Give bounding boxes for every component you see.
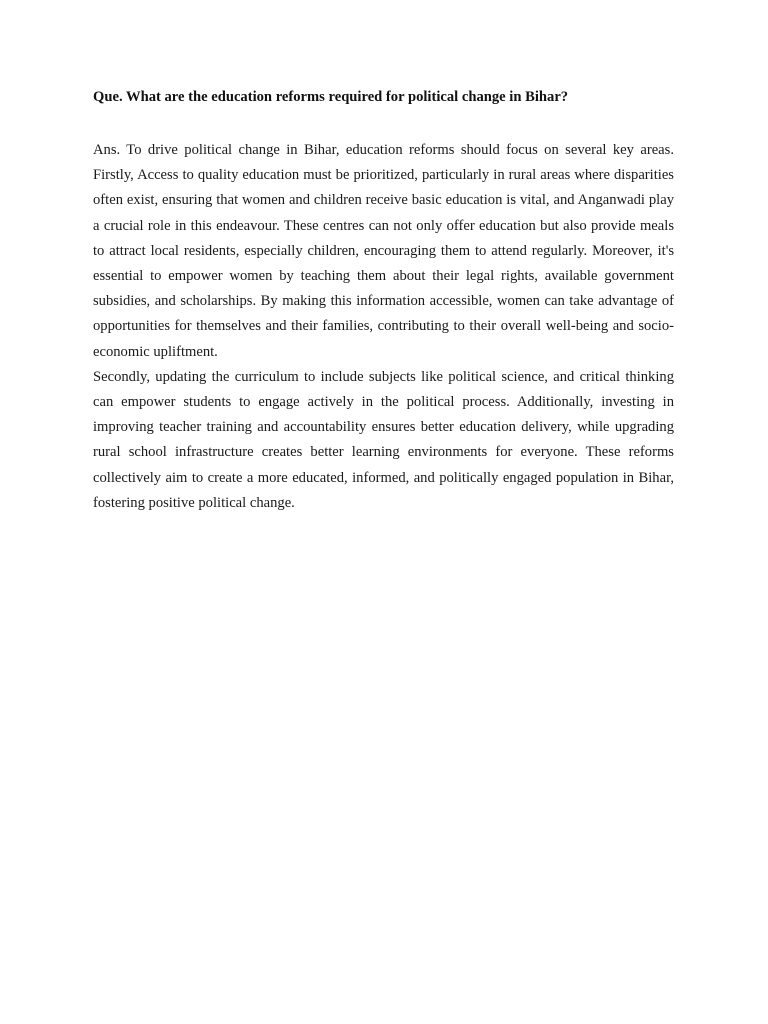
question-heading: Que. What are the education reforms required for political change in Bihar? (93, 89, 569, 105)
answer-paragraph-1: Ans. To drive political change in Bihar, education reforms should focus on several key areas. Firstly, Access to quality education must be prioritized, particularly in rural areas where disparities often exist, ensuring that women and children receive basic education is vital, and Anganwadi play a crucial role in this endeavour. These centres can not only offer education but also provide meals to attract local residents, especially children, encouraging them to attend regularly. Moreover, it's essential to empower women by teaching them about their legal rights, available government subsidies, and scholarships. By making this information accessible, women can take advantage of opportunities for themselves and their families, contributing to their overall well-being and socio-economic upliftment. (93, 142, 674, 360)
answer-paragraph-2: Secondly, updating the curriculum to include subjects like political science, and critical thinking can empower students to engage actively in the political process. Additionally, investing in improving teacher training and accountability ensures better education delivery, while upgrading rural school infrastructure creates better learning environments for everyone. These reforms collectively aim to create a more educated, informed, and politically engaged population in Bihar, fostering positive political change. (93, 368, 674, 511)
